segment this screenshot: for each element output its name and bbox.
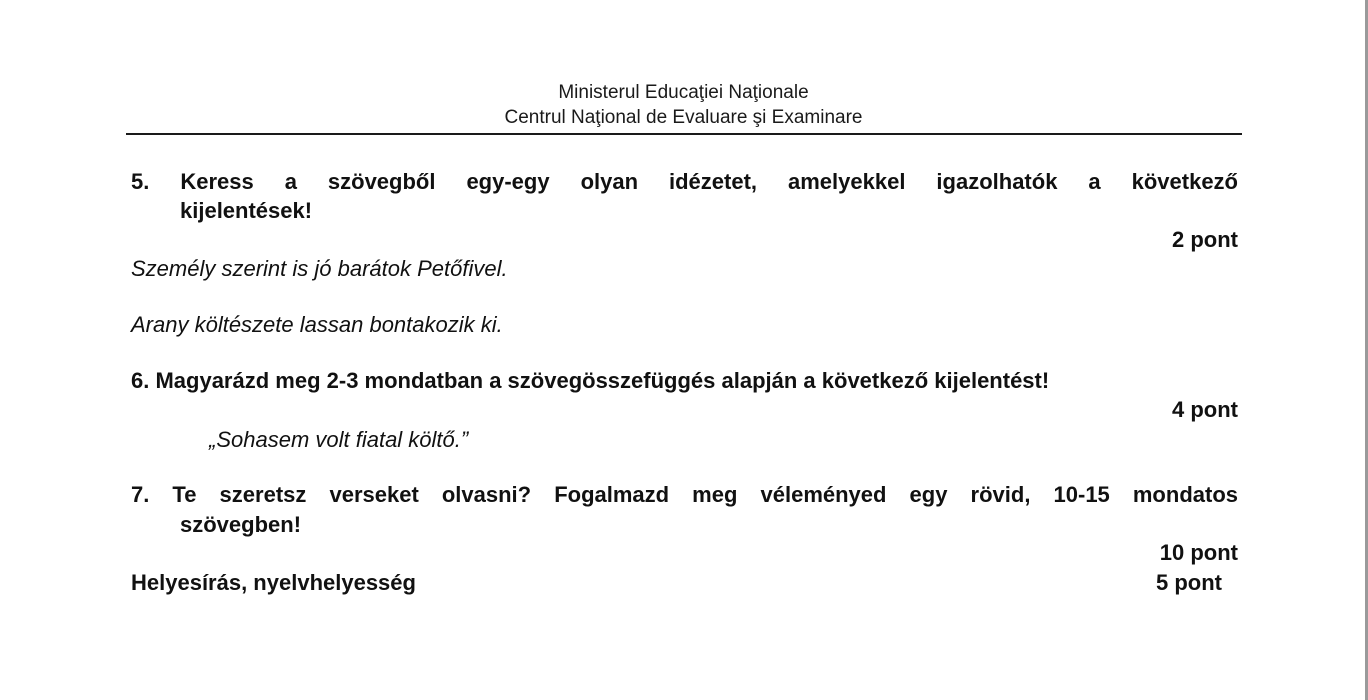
q7-text-line2: szövegben! (180, 512, 302, 537)
header-rule (126, 133, 1242, 135)
q5-statement-2: Arany költészete lassan bontakozik ki. (131, 312, 503, 337)
q5-text-line1: 5. Keress a szövegből egy-egy olyan idézetet, amelyekkel igazolhatók a következő (131, 169, 1238, 194)
q7-text-line1: 7. Te szeretsz verseket olvasni? Fogalmazd meg véleményed egy rövid, 10-15 mondatos (131, 482, 1238, 507)
q7-points: 10 pont (1159, 540, 1238, 565)
spelling-points: 5 pont (1156, 570, 1222, 595)
header-center: Centrul Naţional de Evaluare şi Examinare (504, 107, 863, 128)
q6-quote: „Sohasem volt fiatal költő.” (209, 427, 469, 452)
page-header (126, 80, 1241, 130)
q5-text-line2: kijelentések! (180, 198, 313, 223)
q6-text: 6. Magyarázd meg 2-3 mondatban a szövegösszefüggés alapján a következő kijelentést! (131, 368, 1050, 393)
spelling-label: Helyesírás, nyelvhelyesség (131, 570, 416, 595)
q6-points: 4 pont (1172, 397, 1238, 422)
q5-points: 2 pont (1172, 227, 1238, 252)
q5-statement-1: Személy szerint is jó barátok Petőfivel. (131, 256, 508, 281)
header-ministry: Ministerul Educaţiei Naţionale (558, 82, 809, 103)
